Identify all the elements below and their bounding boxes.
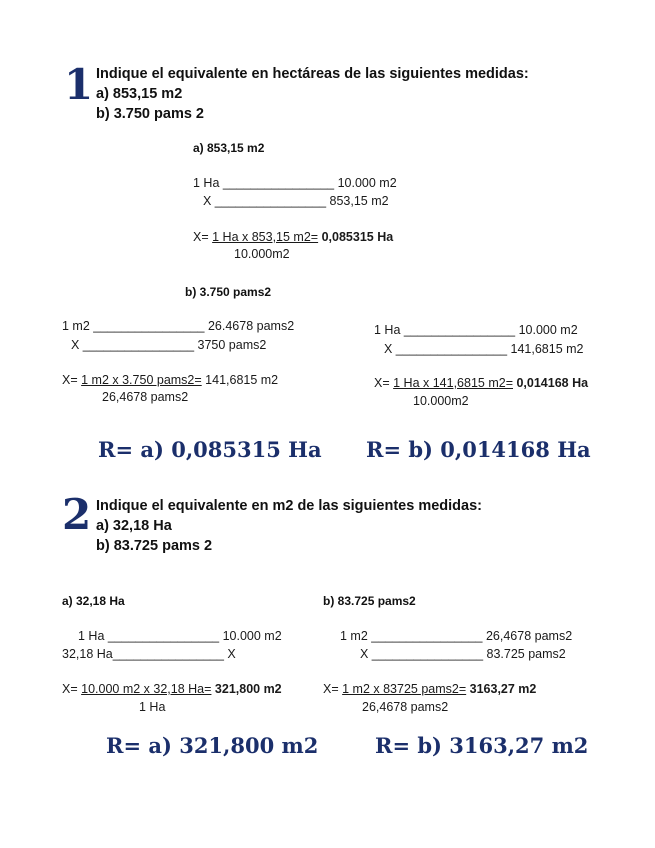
formula-tail: 141,6815 m2 bbox=[201, 373, 279, 387]
formula-prefix: X= bbox=[374, 376, 394, 390]
ex2-result-b: R= b) 3163,27 m2 bbox=[375, 733, 589, 758]
ex1-a-denominator: 10.000m2 bbox=[234, 247, 290, 261]
formula-numerator: 10.000 m2 x 32,18 Ha= bbox=[81, 682, 212, 696]
question-line: a) 853,15 m2 bbox=[96, 86, 183, 102]
formula-prefix: X= bbox=[62, 682, 82, 696]
ex1-a-row2: X ________________ 853,15 m2 bbox=[203, 194, 389, 208]
ex1-b-left-formula bbox=[62, 373, 278, 387]
formula-prefix: X= bbox=[323, 682, 343, 696]
exercise-1-number: 1 bbox=[64, 60, 94, 109]
ex1-b-left-denominator: 26,4678 pams2 bbox=[102, 390, 189, 404]
formula-result: 3163,27 m2 bbox=[466, 682, 537, 696]
question-line: a) 32,18 Ha bbox=[96, 518, 172, 534]
formula-result: 0,085315 Ha bbox=[318, 230, 394, 244]
ex1-b-left-row2: X ________________ 3750 pams2 bbox=[71, 338, 267, 352]
ex2-b-row1: 1 m2 ________________ 26,4678 pams2 bbox=[340, 629, 573, 643]
ex1-b-right-row1: 1 Ha ________________ 10.000 m2 bbox=[374, 323, 578, 337]
formula-numerator: 1 m2 x 83725 pams2= bbox=[342, 682, 467, 696]
question-line: Indique el equivalente en hectáreas de las siguientes medidas: bbox=[96, 66, 529, 82]
exercise-2-number: 2 bbox=[62, 490, 92, 539]
ex2-a-heading: a) 32,18 Ha bbox=[62, 594, 125, 608]
formula-prefix: X= bbox=[62, 373, 82, 387]
formula-numerator: 1 Ha x 141,6815 m2= bbox=[393, 376, 513, 390]
formula-numerator: 1 m2 x 3.750 pams2= bbox=[81, 373, 202, 387]
formula-prefix: X= bbox=[193, 230, 213, 244]
question-line: b) 83.725 pams 2 bbox=[96, 538, 213, 554]
question-line: Indique el equivalente en m2 de las siguientes medidas: bbox=[96, 498, 482, 514]
ex1-b-right-formula bbox=[374, 376, 588, 390]
exercise-2-question bbox=[96, 496, 482, 556]
ex1-b-left-row1: 1 m2 ________________ 26.4678 pams2 bbox=[62, 319, 295, 333]
ex1-b-right-row2: X ________________ 141,6815 m2 bbox=[384, 342, 584, 356]
ex1-a-heading: a) 853,15 m2 bbox=[193, 141, 265, 155]
formula-result: 0,014168 Ha bbox=[513, 376, 589, 390]
ex2-a-row2: 32,18 Ha________________ X bbox=[62, 647, 236, 661]
ex2-b-row2: X ________________ 83.725 pams2 bbox=[360, 647, 566, 661]
ex2-b-heading: b) 83.725 pams2 bbox=[323, 594, 416, 608]
ex1-b-heading: b) 3.750 pams2 bbox=[185, 285, 272, 299]
formula-numerator: 1 Ha x 853,15 m2= bbox=[212, 230, 319, 244]
exercise-1-question bbox=[96, 64, 529, 124]
question-line: b) 3.750 pams 2 bbox=[96, 106, 204, 122]
ex1-result-b: R= b) 0,014168 Ha bbox=[366, 437, 591, 462]
ex2-b-denominator: 26,4678 pams2 bbox=[362, 700, 449, 714]
ex1-a-formula bbox=[193, 230, 393, 244]
ex2-a-denominator: 1 Ha bbox=[139, 700, 166, 714]
ex2-a-row1: 1 Ha ________________ 10.000 m2 bbox=[78, 629, 282, 643]
ex1-b-right-denominator: 10.000m2 bbox=[413, 394, 469, 408]
ex1-a-row1: 1 Ha ________________ 10.000 m2 bbox=[193, 176, 397, 190]
ex2-b-formula bbox=[323, 682, 536, 696]
ex1-result-a: R= a) 0,085315 Ha bbox=[98, 437, 322, 462]
ex2-result-a: R= a) 321,800 m2 bbox=[106, 733, 319, 758]
ex2-a-formula bbox=[62, 682, 282, 696]
formula-result: 321,800 m2 bbox=[211, 682, 282, 696]
